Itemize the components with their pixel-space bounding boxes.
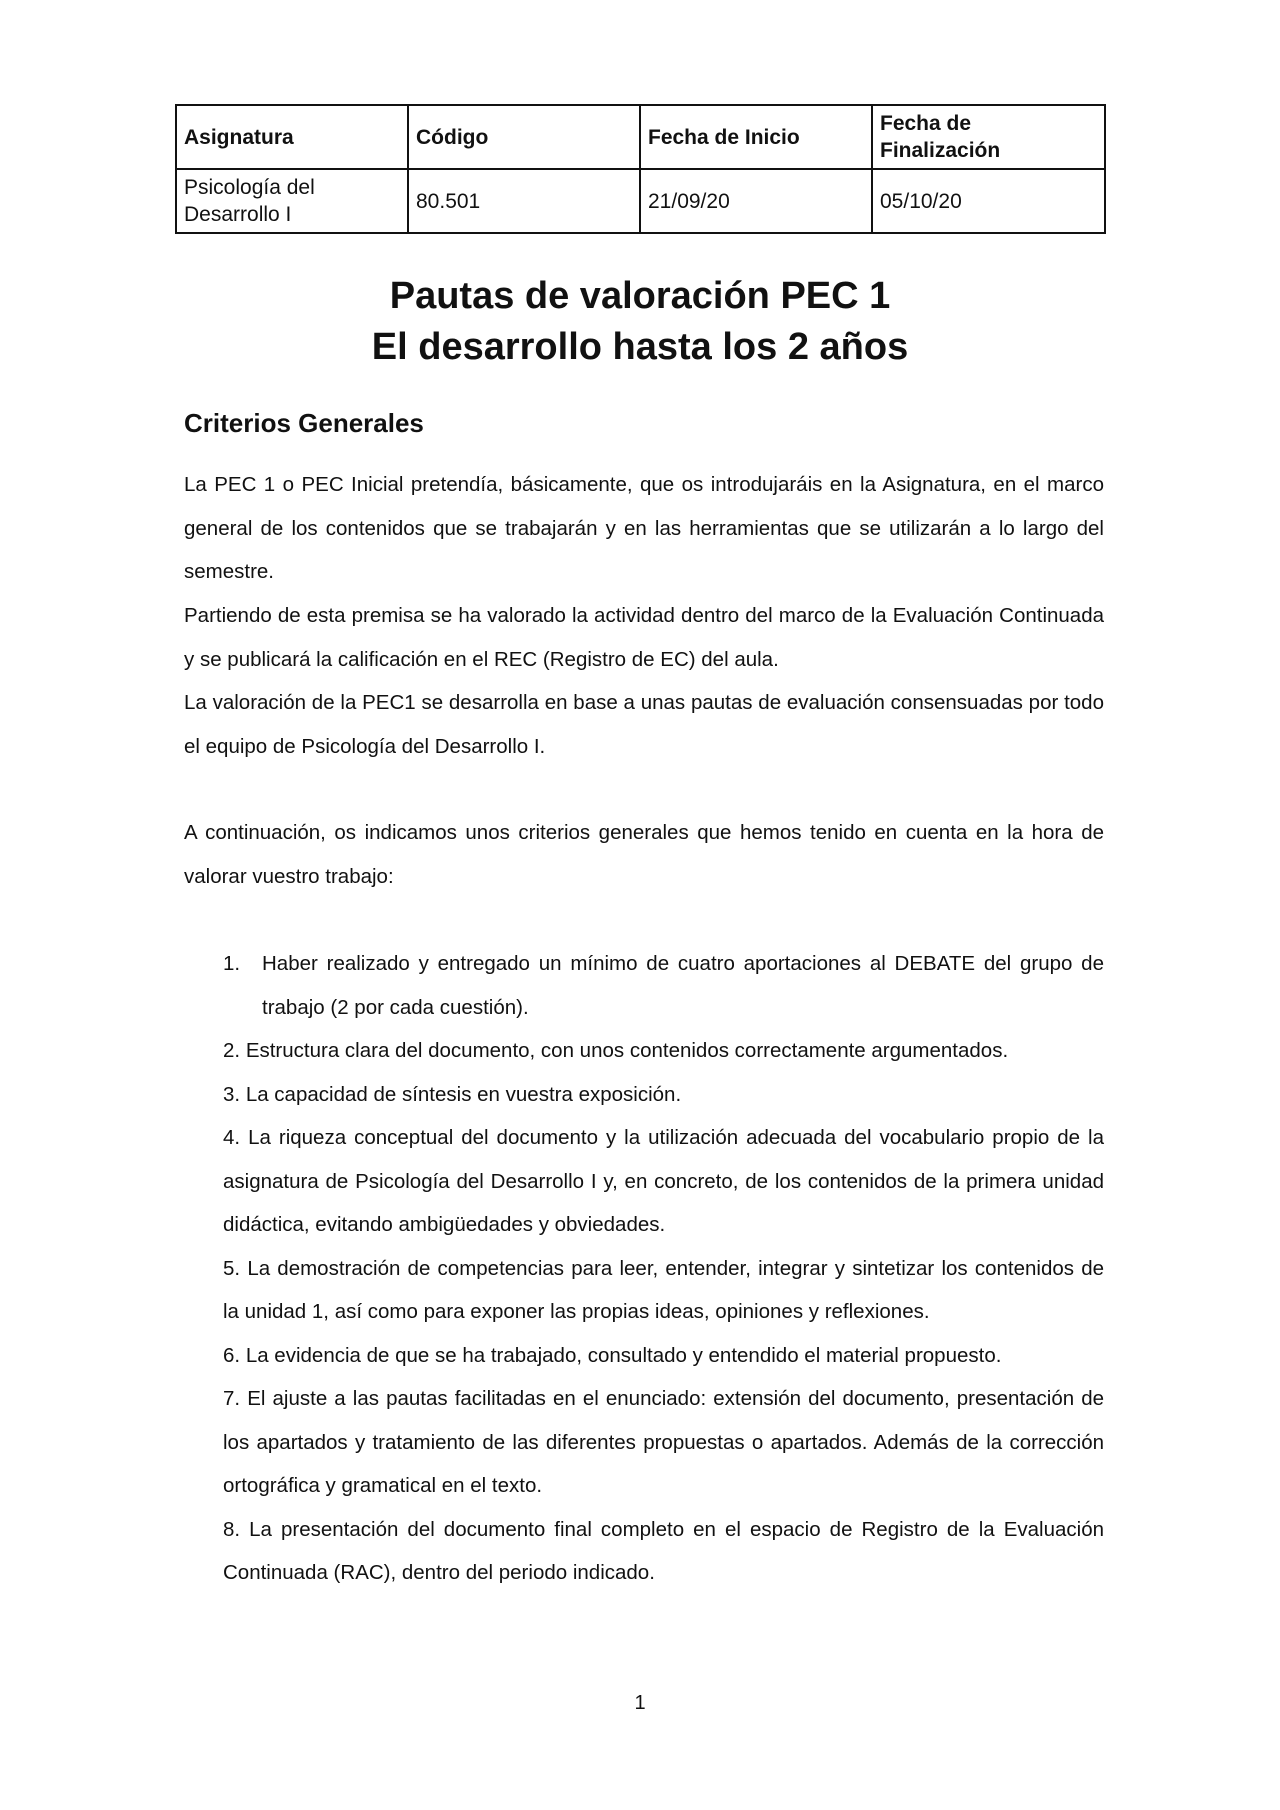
paragraph-intro: La PEC 1 o PEC Inicial pretendía, básicamente, que os introdujaráis en la Asignatura, en el marco general de los contenidos que se trabajarán y en las herramientas que se utilizarán a lo largo del semestre. (184, 473, 1104, 583)
header-fecha-inicio: Fecha de Inicio (640, 105, 872, 169)
list-item-text: Haber realizado y entregado un mínimo de cuatro aportaciones al DEBATE del grupo de trabajo (2 por cada cuestión). (262, 952, 1104, 1019)
list-item-number: 2. (223, 1039, 241, 1062)
list-item-text: La capacidad de síntesis en vuestra exposición. (245, 1082, 682, 1106)
page-number: 1 (634, 1692, 646, 1714)
course-info-table (175, 104, 1106, 234)
list-item-text: La presentación del documento final completo en el espacio de Registro de la Evaluación Continuada (RAC), dentro del periodo indicado. (223, 1517, 1104, 1584)
section-heading: Criterios Generales (184, 408, 424, 438)
list-item-text: La riqueza conceptual del documento y la utilización adecuada del vocabulario propio de la asignatura de Psicología del Desarrollo I y, en concreto, de los contenidos de la primera unidad didáctica, evitando ambigüedades y obviedades. (223, 1126, 1104, 1236)
list-item (223, 1073, 1104, 1117)
list-item-text: La evidencia de que se ha trabajado, consultado y entendido el material propuesto. (245, 1343, 1002, 1367)
list-item-number: 6. (223, 1343, 241, 1367)
list-item (223, 1116, 1104, 1247)
list-item-text: El ajuste a las pautas facilitadas en el enunciado: extensión del documento, presentación de los apartados y tratamiento de las diferentes propuestas o apartados. Además de la corrección ortográfica y gramatical en el texto. (223, 1387, 1105, 1497)
cell-fecha-inicio: 21/09/20 (640, 169, 872, 233)
list-item (223, 1508, 1104, 1595)
list-item-number: 1. (223, 952, 241, 975)
list-item (223, 1247, 1104, 1334)
paragraph-criteria-intro: A continuación, os indicamos unos criterios generales que hemos tenido en cuenta en la hora de valorar vuestro trabajo: (184, 821, 1104, 888)
cell-fecha-finalizacion: 05/10/20 (872, 169, 1105, 233)
list-item (223, 942, 1104, 1029)
document-title-line2: El desarrollo hasta los 2 años (371, 326, 909, 368)
list-item-number: 7. (223, 1387, 241, 1410)
list-item-number: 5. (223, 1256, 241, 1280)
cell-asignatura: Psicología del Desarrollo I (176, 169, 408, 233)
list-item-number: 3. (223, 1082, 241, 1106)
paragraph-assessment: La valoración de la PEC1 se desarrolla en base a unas pautas de evaluación consensuadas por todo el equipo de Psicología del Desarrollo I. (184, 691, 1104, 758)
list-item-number: 8. (223, 1517, 241, 1541)
cell-codigo: 80.501 (408, 169, 640, 233)
list-item (223, 1377, 1104, 1508)
header-fecha-finalizacion: Fecha de Finalización (872, 105, 1105, 169)
list-item (223, 1029, 1104, 1073)
table-row (176, 169, 1105, 233)
document-title-line1: Pautas de valoración PEC 1 (389, 275, 891, 317)
paragraph-premise: Partiendo de esta premisa se ha valorado la actividad dentro del marco de la Evaluación Continuada y se publicará la calificación en el REC (Registro de EC) del aula. (184, 604, 1104, 671)
criteria-list (223, 942, 1104, 1595)
list-item-text: Estructura clara del documento, con unos contenidos correctamente argumentados. (245, 1039, 1009, 1062)
header-codigo: Código (408, 105, 640, 169)
table-header-row (176, 105, 1105, 169)
list-item-number: 4. (223, 1126, 241, 1149)
list-item-text: La demostración de competencias para leer, entender, integrar y sintetizar los contenidos de la unidad 1, así como para exponer las propias ideas, opiniones y reflexiones. (223, 1256, 1105, 1323)
list-item (223, 1334, 1104, 1378)
header-asignatura: Asignatura (176, 105, 408, 169)
